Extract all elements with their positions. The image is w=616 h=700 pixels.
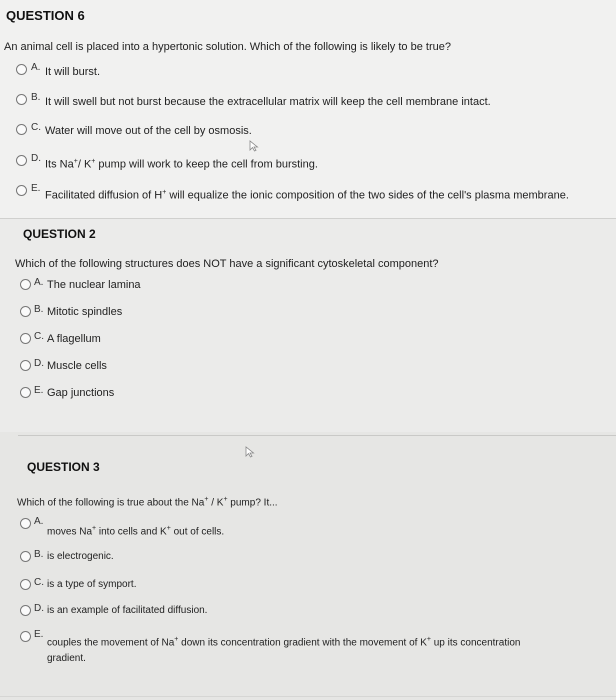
question-2-text: Which of the following structures does NOT have a significant cytoskeletal component?	[15, 258, 439, 270]
option-letter: B.	[31, 92, 41, 103]
option-text: Facilitated diffusion of H+ will equalize the ionic composition of the two sides of the cell's plasma membrane.	[45, 189, 569, 202]
radio-button[interactable]	[20, 579, 31, 590]
option-text: Its Na+/ K+ pump will work to keep the cell from bursting.	[45, 158, 318, 171]
option-text: Gap junctions	[47, 387, 115, 399]
radio-button[interactable]	[20, 387, 31, 398]
option-letter: B.	[34, 304, 44, 315]
option-letter: D.	[34, 603, 44, 614]
option-letter: C.	[31, 122, 41, 133]
option-text: is a type of symport.	[47, 579, 137, 590]
option-text: It will swell but not burst because the extracellular matrix will keep the cell membrane intact.	[45, 96, 491, 108]
option-letter: E.	[31, 183, 41, 194]
option-letter: B.	[34, 549, 44, 560]
option-letter: E.	[34, 629, 44, 640]
option-letter: A.	[34, 516, 44, 527]
option-text: The nuclear lamina	[47, 279, 141, 291]
option-text: Mitotic spindles	[47, 306, 123, 318]
option-text: is electrogenic.	[47, 551, 114, 562]
option-text: is an example of facilitated diffusion.	[47, 605, 208, 616]
question-2-title: QUESTION 2	[23, 227, 96, 241]
radio-button[interactable]	[20, 333, 31, 344]
mouse-cursor-icon	[249, 140, 259, 152]
radio-button[interactable]	[20, 631, 31, 642]
radio-button[interactable]	[16, 64, 27, 75]
option-text: moves Na+ into cells and K+ out of cells.	[47, 525, 225, 538]
option-letter: C.	[34, 331, 44, 342]
question-3-title: QUESTION 3	[27, 460, 100, 474]
option-text: couples the movement of Na+ down its concentration gradient with the movement of K+ up its concentration	[47, 636, 521, 649]
option-letter: D.	[34, 358, 44, 369]
option-letter: A.	[34, 277, 44, 288]
radio-button[interactable]	[16, 94, 27, 105]
radio-button[interactable]	[16, 185, 27, 196]
option-letter: D.	[31, 153, 41, 164]
option-text-continued: gradient.	[47, 653, 86, 664]
option-text: It will burst.	[45, 66, 101, 78]
radio-button[interactable]	[20, 279, 31, 290]
radio-button[interactable]	[20, 551, 31, 562]
option-text: A flagellum	[47, 333, 101, 345]
radio-button[interactable]	[16, 155, 27, 166]
option-text: Water will move out of the cell by osmosis.	[45, 125, 252, 137]
question-3-text: Which of the following is true about the Na+ / K+ pump? It...	[17, 496, 278, 509]
option-text: Muscle cells	[47, 360, 107, 372]
mouse-cursor-icon	[245, 446, 255, 458]
radio-button[interactable]	[20, 518, 31, 529]
question-6-text: An animal cell is placed into a hypertonic solution. Which of the following is likely to be true?	[4, 41, 451, 53]
radio-button[interactable]	[20, 360, 31, 371]
option-letter: C.	[34, 577, 44, 588]
radio-button[interactable]	[16, 124, 27, 135]
question-3-section	[0, 432, 616, 700]
question-2-section	[0, 218, 616, 433]
question-6-title: QUESTION 6	[6, 8, 85, 23]
option-letter: A.	[31, 62, 41, 73]
bottom-divider	[0, 696, 616, 697]
section-divider	[18, 435, 616, 436]
radio-button[interactable]	[20, 605, 31, 616]
radio-button[interactable]	[20, 306, 31, 317]
option-letter: E.	[34, 385, 44, 396]
question-6-section	[0, 0, 616, 218]
